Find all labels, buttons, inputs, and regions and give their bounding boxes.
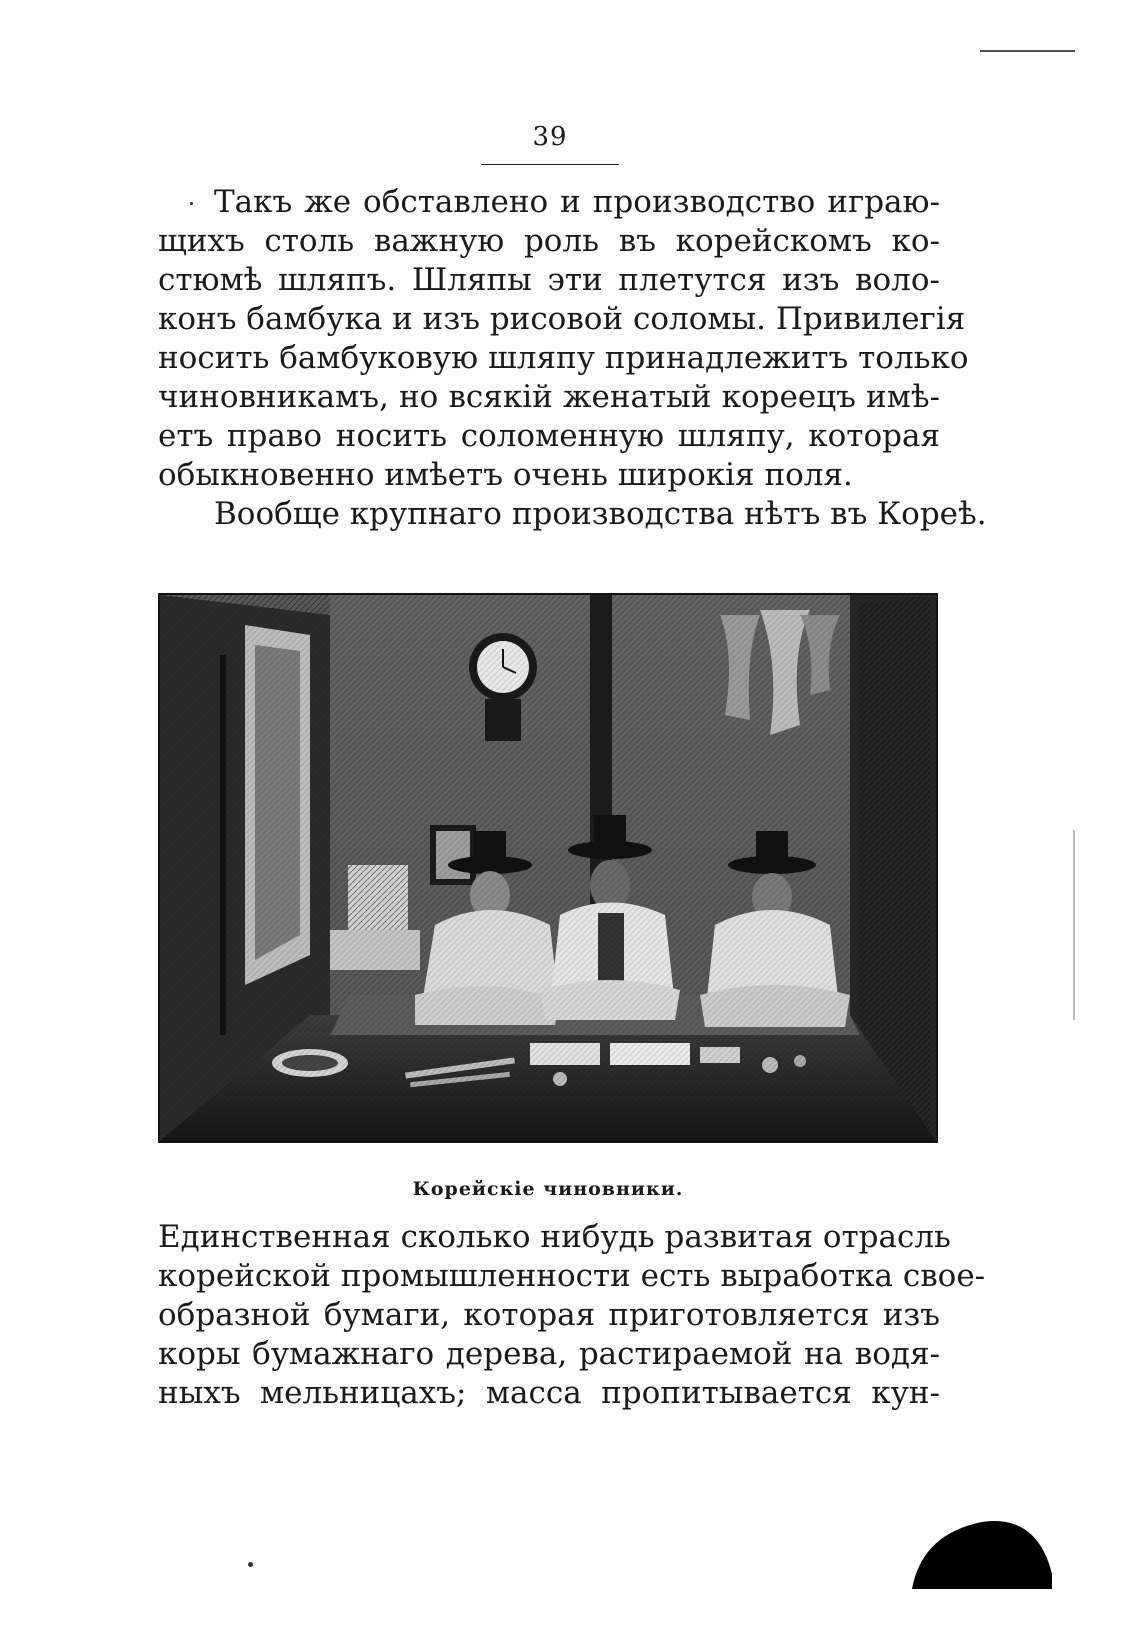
text-line: чиновникамъ, но всякій женатый кореецъ имѣ- <box>158 379 940 415</box>
text-line: Вообще крупнаго производства нѣтъ въ Кореѣ. <box>214 496 987 532</box>
illustration-korean-officials <box>158 593 938 1143</box>
ink-blot <box>912 1514 1052 1589</box>
paragraph-second <box>158 495 987 534</box>
text-line: Такъ же обставлено и производство играю- <box>214 184 940 220</box>
text-line: ныхъ мельницахъ; масса пропитывается кун- <box>158 1375 940 1411</box>
ink-speck <box>190 202 193 205</box>
paragraph-bottom <box>158 1218 986 1413</box>
text-line: носить бамбуковую шляпу принадлежитъ только <box>158 340 969 376</box>
text-line: образной бумаги, которая приготовляется изъ <box>158 1297 940 1333</box>
text-line: Единственная сколько нибудь развитая отрасль <box>158 1219 951 1255</box>
page-edge-mark <box>980 50 1075 52</box>
paragraph-top <box>158 183 969 495</box>
text-line: етъ право носить соломенную шляпу, которая <box>158 418 940 454</box>
engraving <box>160 595 936 1141</box>
page-number: 39 <box>532 122 568 152</box>
text-line: конъ бамбука и изъ рисовой соломы. Привилегія <box>158 301 966 337</box>
text-line: стюмѣ шляпъ. Шляпы эти плетутся изъ воло- <box>158 262 940 298</box>
text-line: обыкновенно имѣетъ очень широкія поля. <box>158 457 853 493</box>
figure-caption: Корейскіе чиновники. <box>412 1178 684 1200</box>
page-edge-mark <box>1073 830 1075 1020</box>
text-line: коры бумажнаго дерева, растираемой на водя- <box>158 1336 940 1372</box>
ink-speck <box>248 1562 253 1567</box>
page-number-rule <box>481 164 619 165</box>
text-line: корейской промышленности есть выработка свое- <box>158 1258 986 1294</box>
text-line: щихъ столь важную роль въ корейскомъ ко- <box>158 223 940 259</box>
